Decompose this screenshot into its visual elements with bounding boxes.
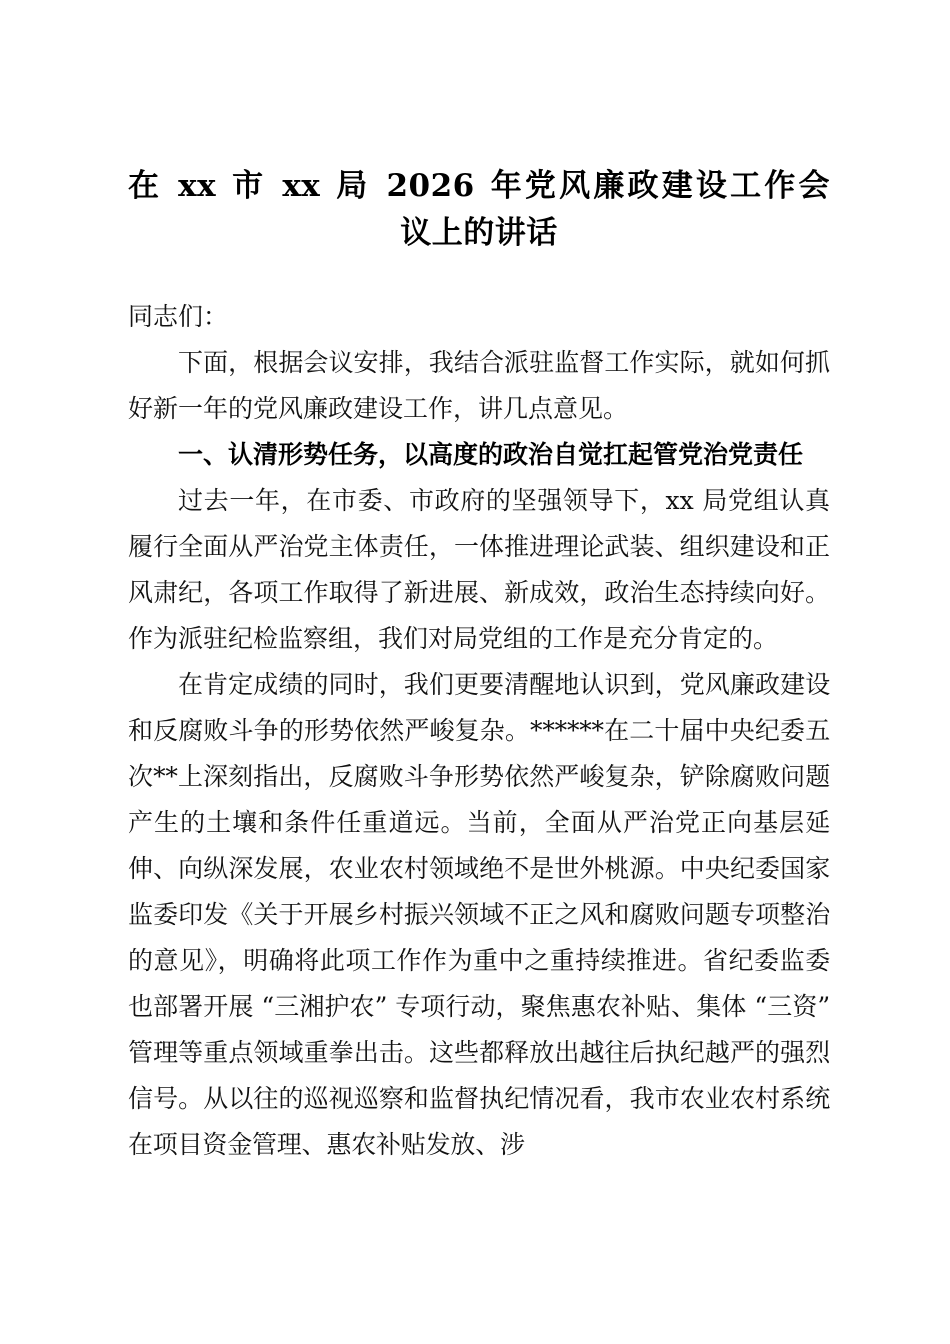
salutation: 同志们： (128, 302, 229, 331)
paragraph-intro: 下面，根据会议安排，我结合派驻监督工作实际，就如何抓好新一年的党风廉政建设工作，讲几点意见。 (128, 348, 830, 423)
page-title-line-2: 议上的讲话 (400, 215, 558, 251)
paragraph-body-1: 过去一年，在市委、市政府的坚强领导下，xx 局党组认真履行全面从严治党主体责任，一体推进理论武装、组织建设和正风肃纪，各项工作取得了新进展、新成效，政治生态持续向好。作为派驻纪检监察组，我们对局党组的工作是充分肯定的。 (128, 486, 830, 653)
page-title-line-1: 在 xx 市 xx 局 2026 年党风廉政建设工作会 (128, 168, 830, 204)
paragraph-body-2: 在肯定成绩的同时，我们更要清醒地认识到，党风廉政建设和反腐败斗争的形势依然严峻复杂。******在二十届中央纪委五次**上深刻指出，反腐败斗争形势依然严峻复杂，铲除腐败问题产生的土壤和条件任重道远。当前，全面从严治党正向基层延伸、向纵深发展，农业农村领域绝不是世外桃源。中央纪委国家监委印发《关于开展乡村振兴领域不正之风和腐败问题专项整治的意见》，明确将此项工作作为重中之重持续推进。省纪委监委也部署开展 “三湘护农” 专项行动，聚焦惠农补贴、集体 “三资” 管理等重点领域重拳出击。这些都释放出越往后执纪越严的强烈信号。从以往的巡视巡察和监督执纪情况看，我市农业农村系统在项目资金管理、惠农补贴发放、涉 (128, 670, 830, 1159)
document-body (128, 0, 830, 1168)
page-title (128, 0, 830, 257)
section-heading-1: 一、认清形势任务，以高度的政治自觉扛起管党治党责任 (178, 440, 804, 469)
